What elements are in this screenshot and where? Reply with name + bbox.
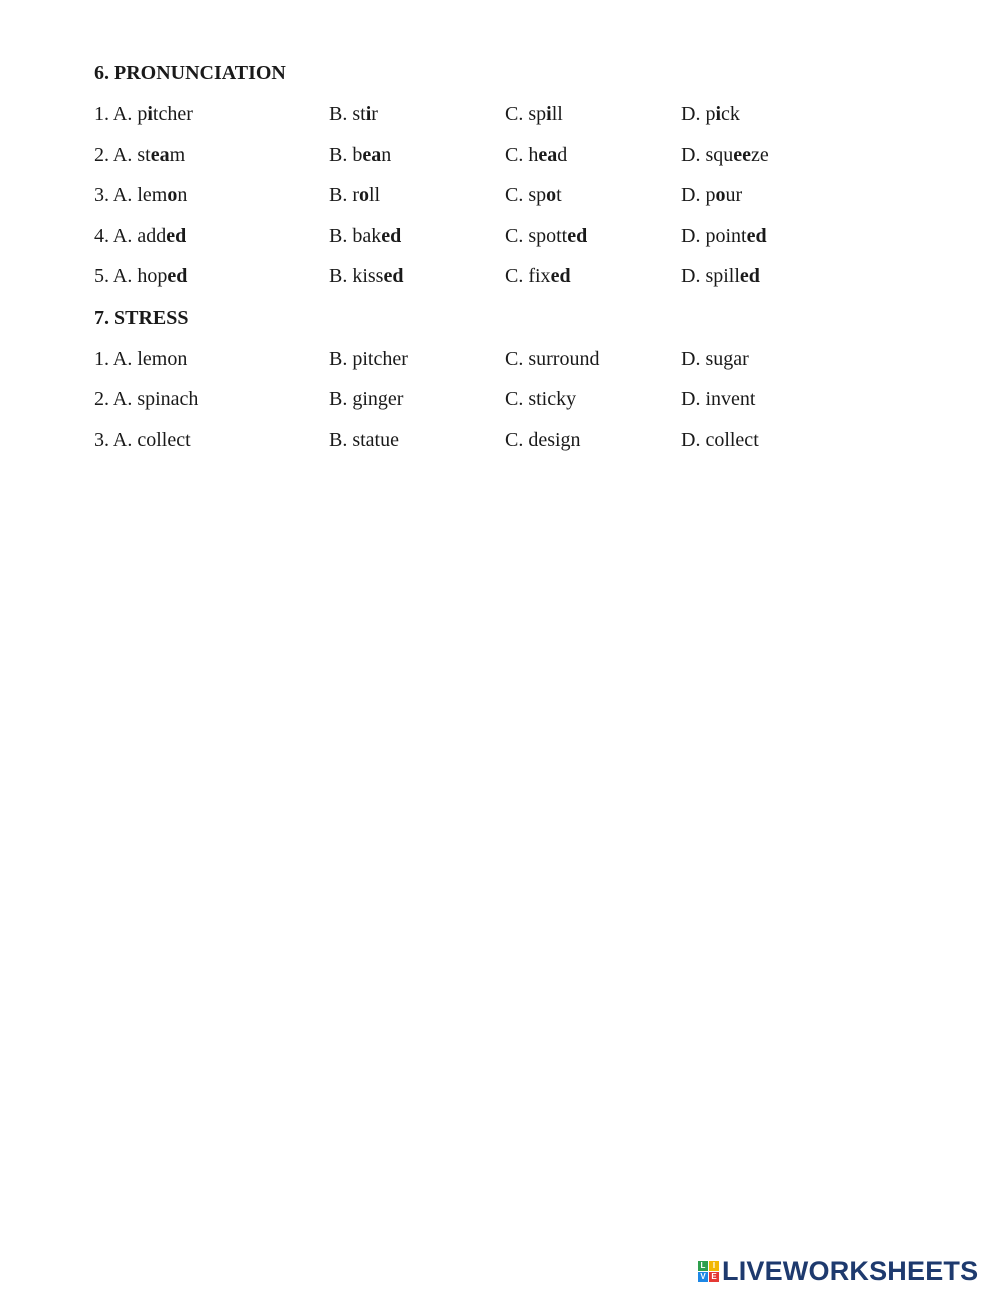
option-b [329,182,380,208]
option-text: C. sp [505,103,547,125]
option-a [94,142,185,168]
option-text: D. spill [681,265,740,287]
highlighted-letters: i [546,103,552,125]
option-text: 5. A. hop [94,265,168,287]
option-c [505,427,581,453]
highlighted-letters: i [365,103,372,125]
question-row [0,346,1000,372]
logo-block: L [698,1261,708,1271]
option-text: 2. A. spinach [94,388,199,410]
option-d [681,263,760,289]
option-d [681,346,749,372]
option-text: C. design [505,429,581,451]
option-d [681,182,742,208]
question-row [0,263,1000,289]
option-text: D. invent [681,388,756,410]
option-b [329,223,401,249]
option-text: D. p [681,184,716,206]
option-text: r [371,103,378,125]
highlighted-letters: o [546,184,557,206]
option-text: ll [551,103,563,125]
option-text: ze [751,144,769,166]
option-text: 1. A. p [94,103,148,125]
option-c [505,101,563,127]
highlighted-letters: i [715,103,722,125]
highlighted-letters: ed [550,265,571,287]
option-text: D. collect [681,429,759,451]
question-row [0,142,1000,168]
highlighted-letters: o [359,184,369,206]
option-b [329,142,391,168]
option-text: D. squ [681,144,734,166]
option-c [505,142,567,168]
option-c [505,386,576,412]
highlighted-letters: o [715,184,726,206]
option-a [94,346,187,372]
option-text: 3. A. lem [94,184,168,206]
highlighted-letters: ea [538,144,558,166]
option-d [681,386,755,412]
logo-block: E [709,1272,719,1282]
highlighted-letters: ee [733,144,751,166]
option-text: n [177,184,188,206]
option-text: C. h [505,144,539,166]
option-text: ck [721,103,740,125]
option-c [505,223,587,249]
option-a [94,386,198,412]
option-text: ur [725,184,743,206]
option-text: B. ginger [329,388,404,410]
option-b [329,386,403,412]
option-text: B. st [329,103,366,125]
question-row [0,386,1000,412]
highlighted-letters: ed [383,265,404,287]
highlighted-letters: ea [150,144,170,166]
option-text: t [556,184,562,206]
highlighted-letters: i [147,103,153,125]
option-text: 1. A. lemon [94,348,188,370]
question-row [0,182,1000,208]
option-a [94,263,187,289]
option-text: C. spott [505,225,568,247]
option-b [329,101,378,127]
logo-text: LIVEWORKSHEETS [722,1255,979,1286]
option-a [94,223,186,249]
highlighted-letters: ed [567,225,588,247]
question-row [0,101,1000,127]
option-text: B. pitcher [329,348,408,370]
question-row [0,223,1000,249]
option-text: C. sp [505,184,547,206]
option-d [681,101,740,127]
option-b [329,263,403,289]
option-text: d [557,144,568,166]
option-d [681,427,759,453]
option-text: 3. A. collect [94,429,191,451]
option-b [329,427,399,453]
option-a [94,427,191,453]
highlighted-letters: ed [746,225,767,247]
liveworksheets-logo [698,1254,978,1288]
logo-blocks-icon [698,1261,719,1282]
option-c [505,263,571,289]
option-text: m [169,144,186,166]
option-text: B. statue [329,429,399,451]
option-text: C. sticky [505,388,577,410]
option-text: n [381,144,392,166]
logo-block: V [698,1272,708,1282]
highlighted-letters: o [167,184,178,206]
highlighted-letters: ed [166,225,187,247]
option-d [681,223,767,249]
option-text: 4. A. add [94,225,167,247]
option-text: B. r [329,184,359,206]
option-b [329,346,408,372]
option-text: D. sugar [681,348,749,370]
option-text: C. fix [505,265,551,287]
option-a [94,101,193,127]
option-text: 2. A. st [94,144,151,166]
option-c [505,346,599,372]
option-c [505,182,562,208]
option-text: B. b [329,144,363,166]
option-a [94,182,187,208]
highlighted-letters: ed [381,225,402,247]
highlighted-letters: ed [167,265,188,287]
option-text: ll [369,184,381,206]
option-text: D. point [681,225,747,247]
highlighted-letters: ea [362,144,382,166]
option-text: C. surround [505,348,600,370]
option-text: tcher [152,103,193,125]
option-text: B. kiss [329,265,384,287]
highlighted-letters: ed [739,265,760,287]
option-text: D. p [681,103,716,125]
section-title-stress: 7. STRESS [94,307,189,329]
logo-block: I [709,1261,719,1271]
option-text: B. bak [329,225,382,247]
section-title-pronunciation: 6. PRONUNCIATION [94,62,286,84]
question-row [0,427,1000,453]
option-d [681,142,769,168]
